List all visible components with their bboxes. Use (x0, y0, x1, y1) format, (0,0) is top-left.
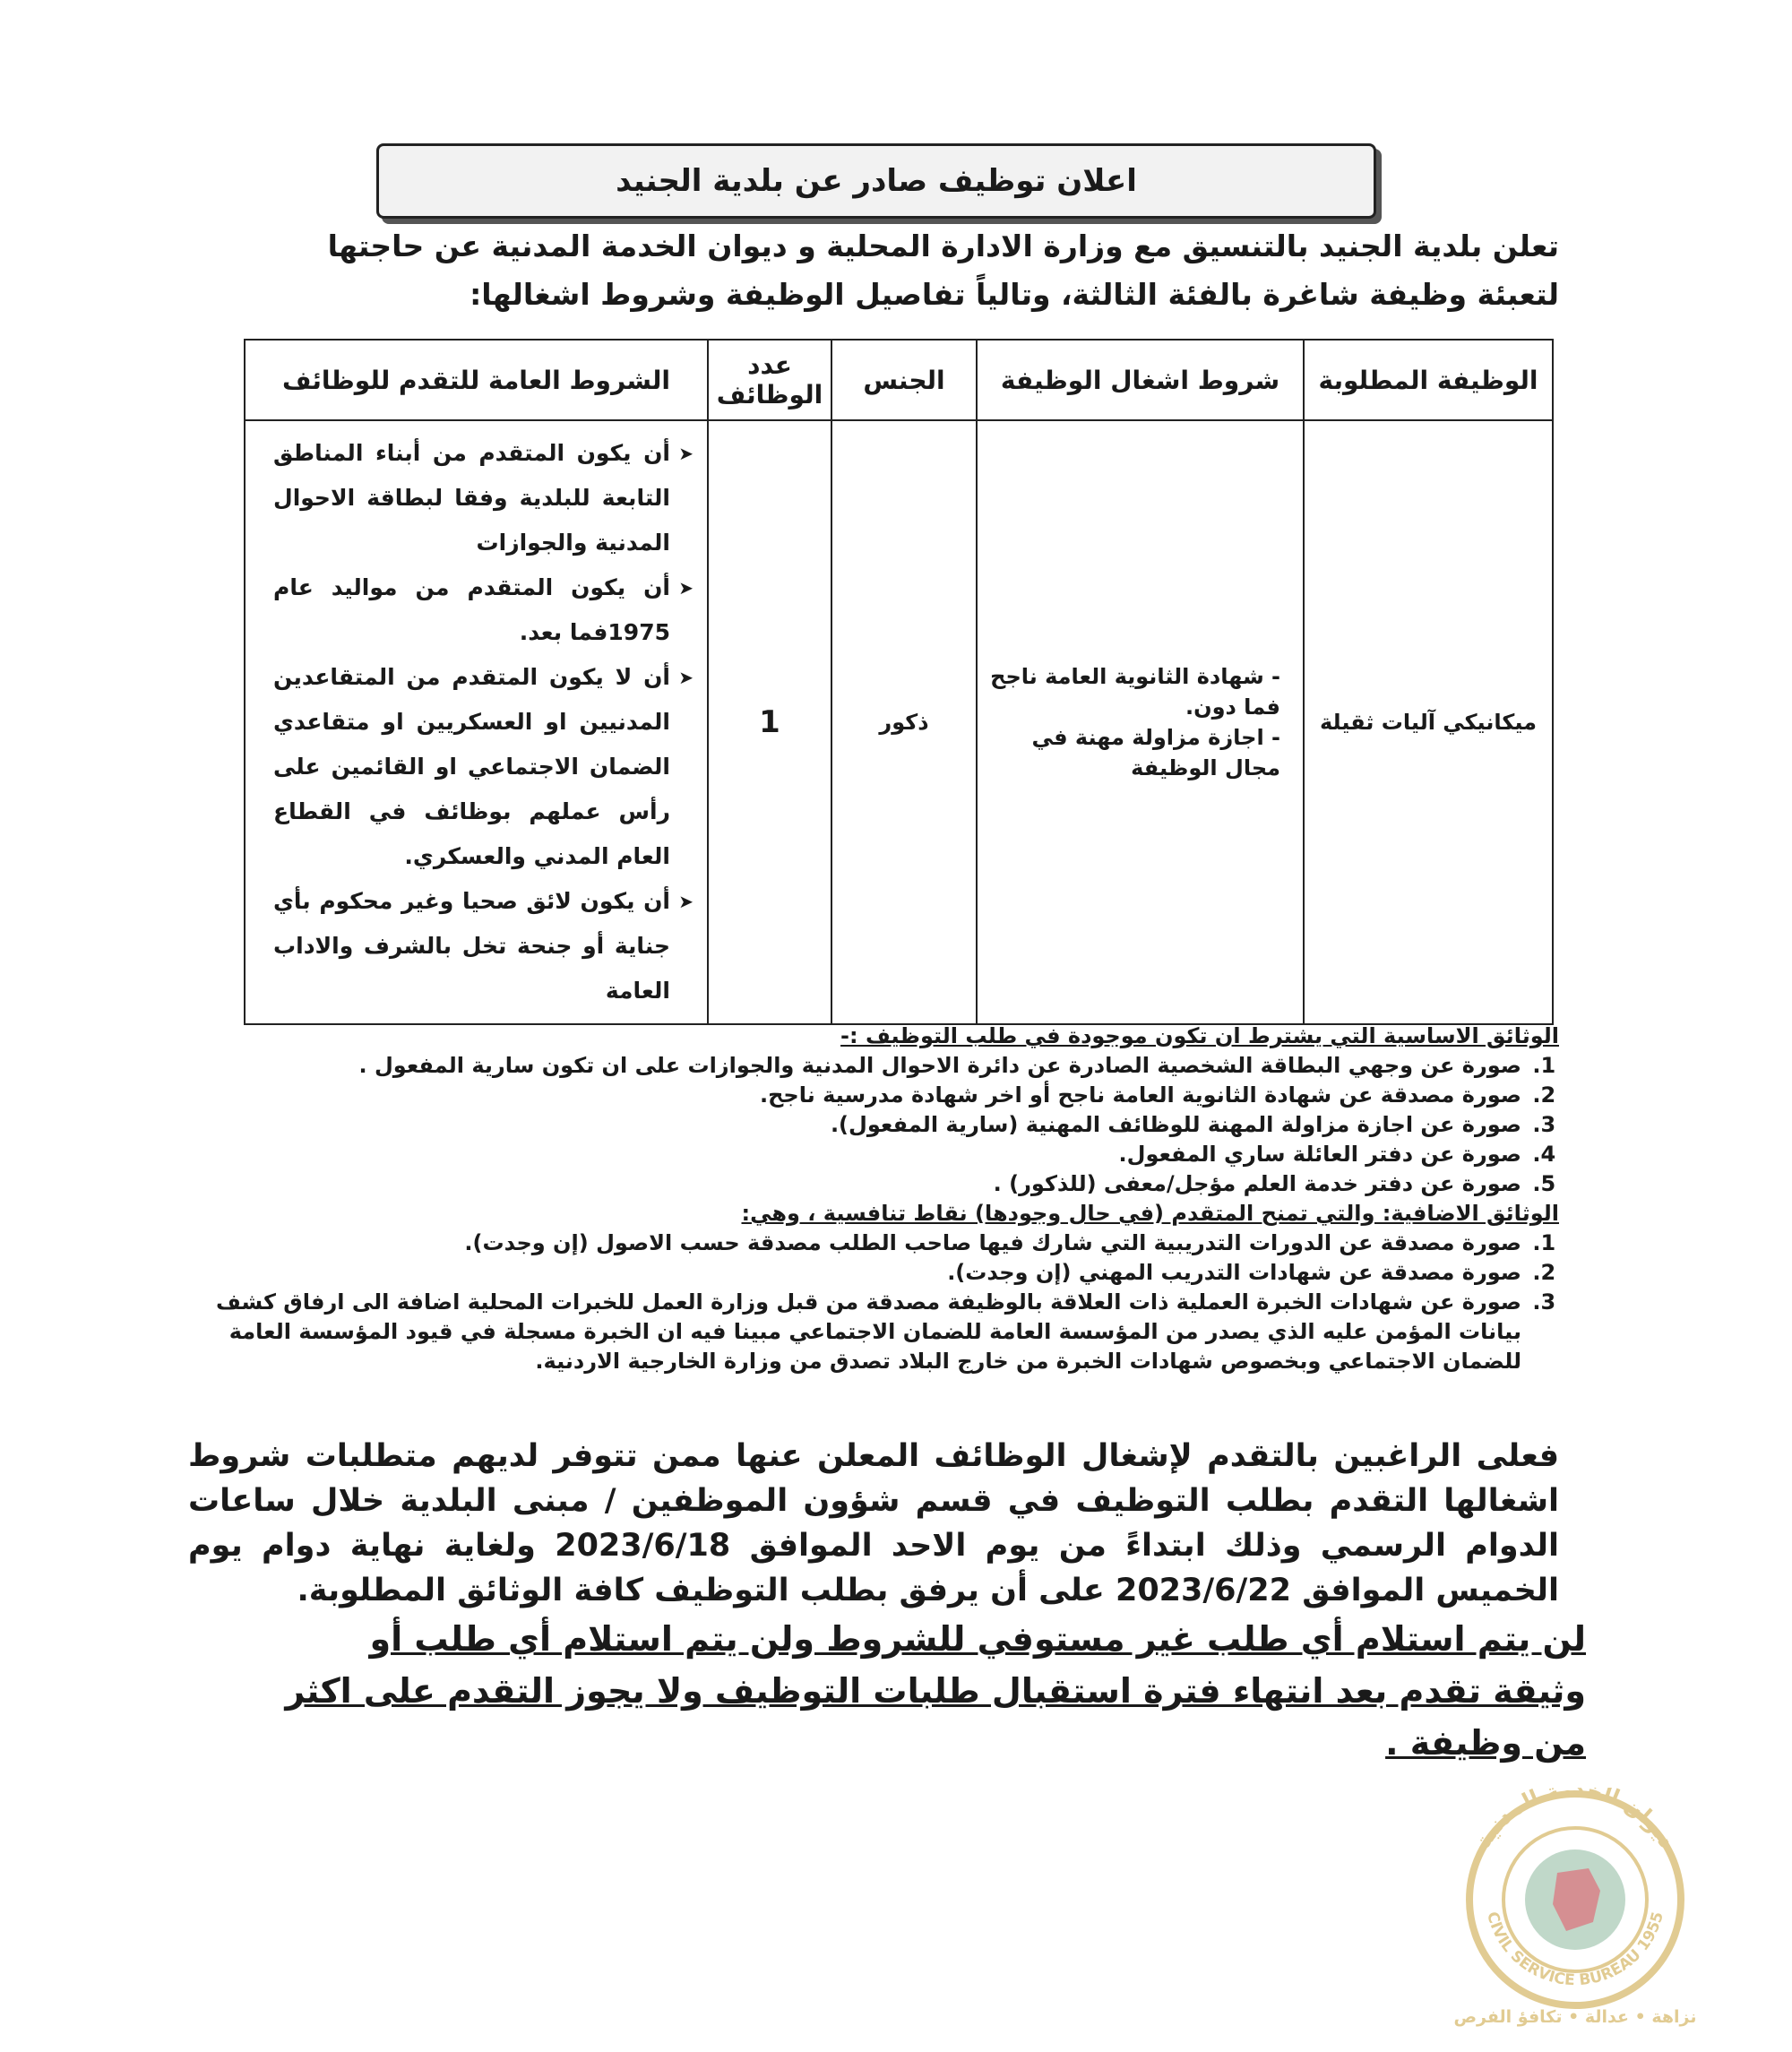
application-paragraph: فعلى الراغبين بالتقدم لإشغال الوظائف المعلن عنها ممن تتوفر لديهم متطلبات شروط اشغالها التقدم بطلب التوظيف في قسم شؤون الموظفين / مبنى البلدية خلال ساعات الدوام الرسمي وذلك ابتداءً من يوم الاحد الموافق 2023/6/18 ولغاية نهاية دوام يوم الخميس الموافق 2023/6/22 على أن يرفق بطلب التوظيف كافة الوثائق المطلوبة. (188, 1438, 1560, 1608)
intro-paragraph: تعلن بلدية الجنيد بالتنسيق مع وزارة الادارة المحلية و ديوان الخدمة المدنية عن حاجتها لتعبئة وظيفة شاغرة بالفئة الثالثة، وتالياً تفاصيل الوظيفة وشروط اشغالها: (327, 228, 1559, 312)
announcement-title (376, 143, 1376, 219)
extra-docs-heading: الوثائق الاضافية: والتي تمنح المتقدم (في حال وجودها) نقاط تنافسية ، وهي: (741, 1201, 1559, 1226)
cell-general-conditions (245, 420, 708, 1024)
list-item: 1. صورة عن وجهي البطاقة الشخصية الصادرة عن دائرة الاحوال المدنية والجوازات على ان تكون سارية المفعول . (188, 1051, 1525, 1081)
list-item: 5. صورة عن دفتر خدمة العلم مؤجل/معفى (للذكور) . (188, 1169, 1525, 1199)
list-item: 2. صورة مصدقة عن شهادات التدريب المهني (إن وجدت). (188, 1258, 1525, 1288)
extra-docs-list (188, 1229, 1559, 1376)
seal-arabic-ring: ديوان الخدمة المدنية (1470, 1788, 1680, 1853)
announcement-title-text: اعلان توظيف صادر عن بلدية الجنيد (616, 163, 1137, 199)
header-gender: الجنس (831, 340, 977, 420)
general-condition-item: ➤ أن يكون لائق صحيا وغير محكوم بأي جناية أو جنحة تخل بالشرف والاداب العامة (273, 879, 694, 1013)
jobs-table (244, 339, 1554, 1025)
header-count: عدد الوظائف (708, 340, 831, 420)
seal-logo-icon (1441, 1788, 1710, 2030)
basic-docs-list (188, 1051, 1559, 1199)
table-row (245, 420, 1553, 1024)
cell-job-title: ميكانيكي آليات ثقيلة (1304, 420, 1553, 1024)
seal-english-ring: CIVIL SERVICE BUREAU 1955 (1483, 1910, 1667, 1990)
list-item: 2. صورة مصدقة عن شهادة الثانوية العامة ناجح أو اخر شهادة مدرسية ناجح. (188, 1081, 1525, 1110)
list-item: 3. صورة عن اجازة مزاولة المهنة للوظائف المهنية (سارية المفعول). (188, 1110, 1525, 1140)
header-job: الوظيفة المطلوبة (1304, 340, 1553, 420)
list-item: 4. صورة عن دفتر العائلة ساري المفعول. (188, 1140, 1525, 1169)
general-condition-item: ➤ أن يكون المتقدم من أبناء المناطق التابعة للبلدية وفقا لبطاقة الاحوال المدنية والجوازات (273, 431, 694, 565)
header-general: الشروط العامة للتقدم للوظائف (245, 340, 708, 420)
seal-motto: نزاهة • عدالة • تكافؤ الفرص (1453, 2007, 1697, 2027)
general-condition-item: ➤ أن يكون المتقدم من مواليد عام 1975فما بعد. (273, 565, 694, 655)
documents-section (188, 1022, 1559, 1376)
civil-service-seal (1441, 1788, 1710, 2030)
closing-notice: لن يتم استلام أي طلب غير مستوفي للشروط ولن يتم استلام أي طلب أو وثيقة تقدم بعد انتهاء فترة استقبال طلبات التوظيف ولا يجوز التقدم على اكثر من وظيفة . (285, 1619, 1586, 1763)
cell-gender: ذكور (831, 420, 977, 1024)
table-header-row (245, 340, 1553, 420)
cell-requirements (977, 420, 1304, 1024)
list-item: 3. صورة عن شهادات الخبرة العملية ذات العلاقة بالوظيفة مصدقة من قبل وزارة العمل للخبرات المحلية اضافة الى ارفاق كشف بيانات المؤمن عليه الذي يصدر من المؤسسة العامة للضمان الاجتماعي مبينا فيه ان الخبرة مسجلة في قيود المؤسسة العامة للضمان الاجتماعي وبخصوص شهادات الخبرة من خارج البلاد تصدق من وزارة الخارجية الاردنية. (188, 1288, 1525, 1376)
general-condition-item: ➤ أن لا يكون المتقدم من المتقاعدين المدنيين او العسكريين او متقاعدي الضمان الاجتماعي او القائمين على رأس عملهم بوظائف في القطاع العام المدني والعسكري. (273, 655, 694, 879)
list-item: 1. صورة مصدقة عن الدورات التدريبية التي شارك فيها صاحب الطلب مصدقة حسب الاصول (إن وجدت). (188, 1229, 1525, 1258)
basic-docs-heading: الوثائق الاساسية التي يشترط ان تكون موجودة في طلب التوظيف :- (840, 1023, 1559, 1048)
header-requirements: شروط اشغال الوظيفة (977, 340, 1304, 420)
requirement-item: - شهادة الثانوية العامة ناجح فما دون. (989, 661, 1280, 722)
requirement-item: - اجازة مزاولة مهنة في مجال الوظيفة (989, 722, 1280, 783)
cell-count: 1 (708, 420, 831, 1024)
